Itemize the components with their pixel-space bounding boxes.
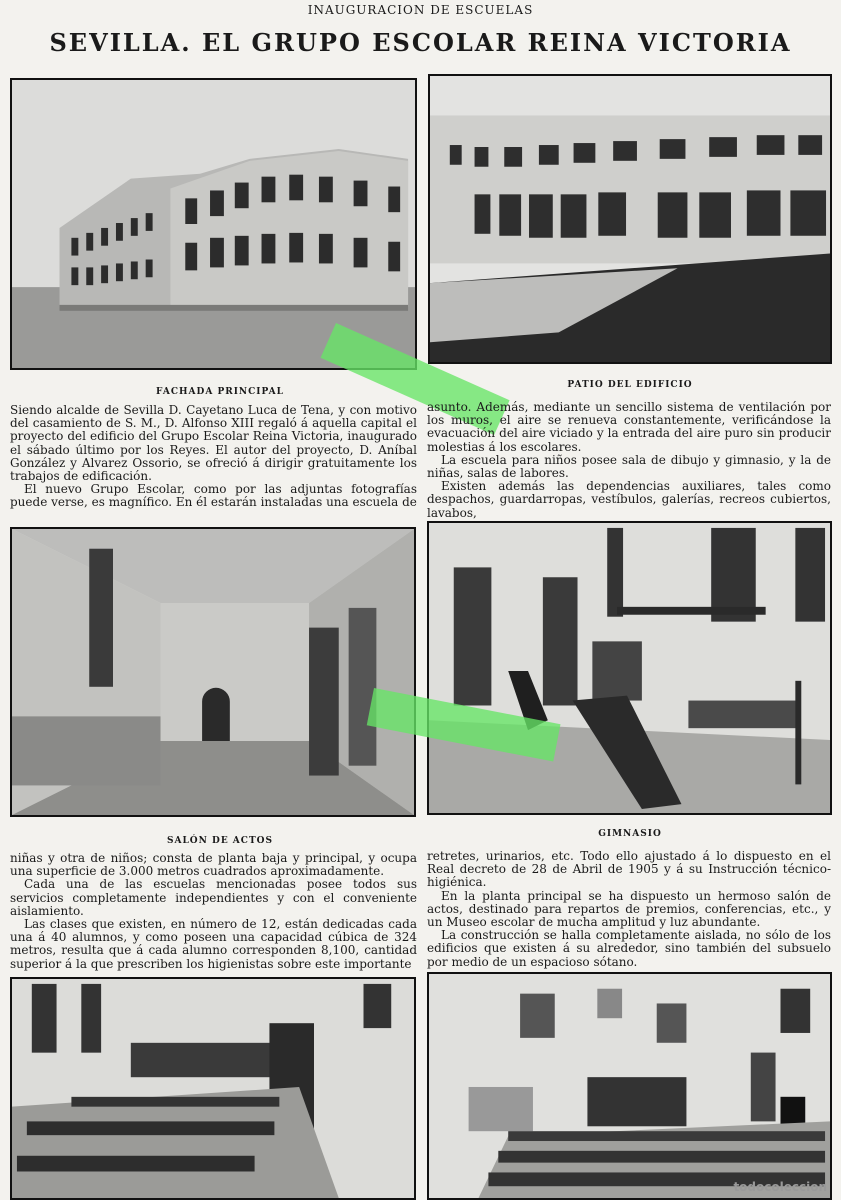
- photo-salon-de-actos: [10, 527, 416, 817]
- paragraph: Las clases que existen, en número de 12, están dedicadas cada una á 40 alumnos, y como poseen una capacidad cúbica de 324 metros, resulta que á cada alumno corresponden 8,100, cantidad superior á la que prescriben los higienistas sobre este importante: [10, 917, 417, 971]
- photo-gimnasio: [427, 521, 832, 815]
- text-block2-left: [10, 852, 417, 971]
- text-block1-left: [10, 404, 417, 510]
- paragraph: La escuela para niños posee sala de dibujo y gimnasio, y la de niñas, salas de labores.: [427, 452, 831, 481]
- article-title: SEVILLA. EL GRUPO ESCOLAR REINA VICTORIA: [49, 28, 792, 57]
- photo-aula-derecha: [427, 972, 832, 1200]
- caption-gimnasio: GIMNASIO: [598, 829, 662, 839]
- paragraph: Existen además las dependencias auxiliares, tales como despachos, guardarropas, vestíbulos, galerías, recreos cubiertos, lavabos,: [427, 479, 831, 520]
- paragraph: Siendo alcalde de Sevilla D. Cayetano Luca de Tena, y con motivo del casamiento de S. M., D. Alfonso XIII regaló á aquella capital el proyecto del edificio del Grupo Escolar Reina Victoria, inaugurado el sábado último por los Reyes. El autor del proyecto, D. Aníbal González y Alvarez Ossorio, se ofreció á dirigir gratuitamente los trabajos de edificación.: [10, 403, 417, 484]
- watermark-text: todocoleccion: [733, 1180, 827, 1194]
- caption-patio: PATIO DEL EDIFICIO: [567, 380, 693, 390]
- paragraph: La construcción se halla completamente aislada, no sólo de los edificios que existen á su alrededor, sino también del subsuelo por medio de un espacioso sótano.: [427, 928, 831, 969]
- section-kicker: INAUGURACION DE ESCUELAS: [307, 3, 534, 17]
- photo-patio-del-edificio: [428, 74, 832, 364]
- caption-fachada: FACHADA PRINCIPAL: [156, 387, 284, 397]
- paragraph: Cada una de las escuelas mencionadas posee todos sus servicios completamente independientes y con el conveniente aislamiento.: [10, 877, 417, 918]
- caption-salon: SALÓN DE ACTOS: [167, 836, 273, 846]
- paragraph: niñas y otra de niños; consta de planta baja y principal, y ocupa una superficie de 3.000 metros cuadrados aproximadamente.: [10, 851, 417, 879]
- text-block1-right: [427, 401, 831, 520]
- text-block2-right: [427, 850, 831, 969]
- paragraph: El nuevo Grupo Escolar, como por las adjuntas fotografías puede verse, es magnífico. En él estarán instaladas una escuela de: [10, 482, 417, 510]
- photo-fachada-principal: [10, 78, 417, 370]
- paragraph: retretes, urinarios, etc. Todo ello ajustado á lo dispuesto en el Real decreto de 28 de Abril de 1905 y á su Instrucción técnico-higiénica.: [427, 849, 831, 890]
- paragraph: asunto. Además, mediante un sencillo sistema de ventilación por los muros, el aire se renueva constantemente, verificándose la evacuación del aire viciado y la entrada del aire puro sin producir molestias á los escolares.: [427, 400, 831, 454]
- photo-aula-izquierda: [10, 977, 416, 1200]
- paragraph: En la planta principal se ha dispuesto un hermoso salón de actos, destinado para repartos de premios, conferencias, etc., y un Museo escolar de mucha amplitud y luz abundante.: [427, 888, 831, 930]
